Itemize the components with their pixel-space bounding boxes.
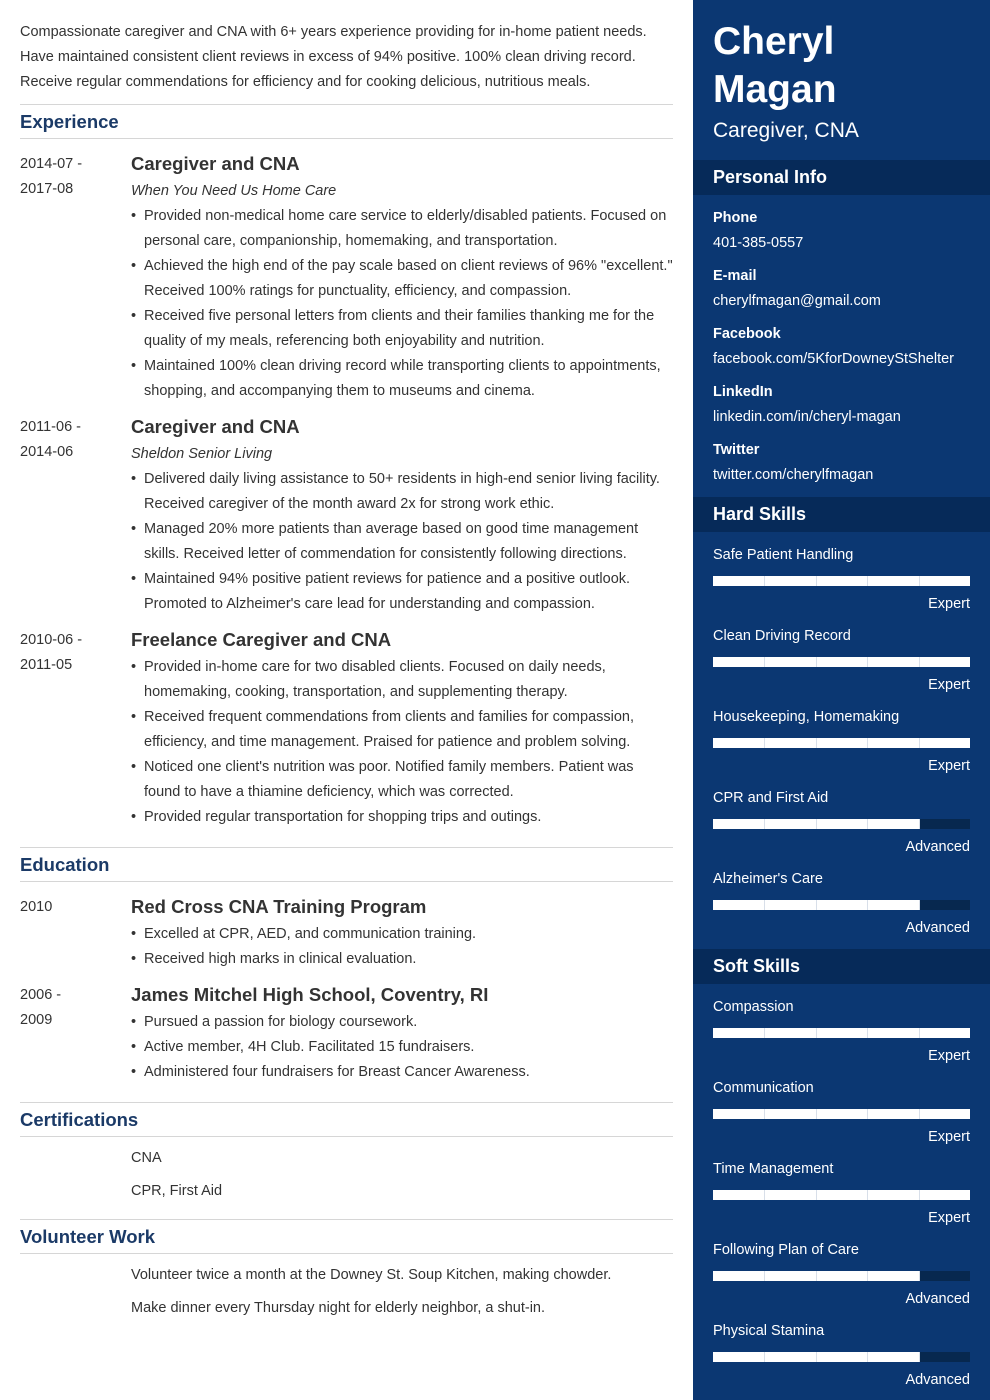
school-title: Red Cross CNA Training Program bbox=[131, 896, 427, 917]
bullet-item: • Administered four fundraisers for Breast Cancer Awareness. bbox=[131, 1060, 673, 1085]
date-end: 2011-05 bbox=[20, 657, 73, 673]
skill-meter-divider bbox=[816, 1028, 817, 1038]
bullet-list bbox=[131, 1010, 673, 1085]
volunteer-heading: Volunteer Work bbox=[20, 1219, 673, 1254]
skill-meter-divider bbox=[919, 819, 920, 829]
skill-level: Advanced bbox=[905, 839, 970, 855]
email-label: E-mail bbox=[713, 268, 757, 284]
skill-meter-divider bbox=[867, 900, 868, 910]
skill-name: Safe Patient Handling bbox=[713, 547, 854, 563]
skill-name: Time Management bbox=[713, 1161, 834, 1177]
hard-skills-heading: Hard Skills bbox=[693, 497, 990, 532]
skill-meter bbox=[713, 1028, 970, 1038]
education-list bbox=[20, 882, 673, 1093]
skill-meter-divider bbox=[764, 900, 765, 910]
skill-meter-divider bbox=[816, 1190, 817, 1200]
main-column bbox=[20, 20, 673, 1327]
skill-meter-divider bbox=[919, 1190, 920, 1200]
twitter-label: Twitter bbox=[713, 442, 760, 458]
bullet-item: • Provided regular transportation for shopping trips and outings. bbox=[131, 805, 673, 830]
job-title: Caregiver and CNA bbox=[131, 153, 300, 174]
experience-list bbox=[20, 139, 673, 838]
skill-level: Advanced bbox=[905, 1372, 970, 1388]
skill-meter-divider bbox=[919, 657, 920, 667]
skill-meter-divider bbox=[764, 1352, 765, 1362]
bullet-item: • Maintained 94% positive patient reviews for patience and a positive outlook. Promoted to Alzheimer's care lead for understanding and compassion. bbox=[131, 567, 673, 617]
skill-meter bbox=[713, 1109, 970, 1119]
soft-skills-heading: Soft Skills bbox=[693, 949, 990, 984]
skill-meter-divider bbox=[816, 819, 817, 829]
skill-name: Communication bbox=[713, 1080, 814, 1096]
skill-level: Advanced bbox=[905, 920, 970, 936]
education-heading: Education bbox=[20, 847, 673, 882]
skill-meter-divider bbox=[919, 900, 920, 910]
certification-item: CNA bbox=[131, 1150, 162, 1166]
skill-meter-divider bbox=[867, 657, 868, 667]
bullet-item: • Active member, 4H Club. Facilitated 15 fundraisers. bbox=[131, 1035, 673, 1060]
school-title: James Mitchel High School, Coventry, RI bbox=[131, 984, 489, 1005]
skill-meter-divider bbox=[764, 576, 765, 586]
skill-item bbox=[713, 626, 970, 695]
bullet-item: • Maintained 100% clean driving record while transporting clients to appointments, shopping, and accompanying them to museums and cinema. bbox=[131, 354, 673, 404]
skill-meter-divider bbox=[816, 1109, 817, 1119]
bullet-item: • Received five personal letters from clients and their families thanking me for the quality of my meals, referencing both enjoyability and nutrition. bbox=[131, 304, 673, 354]
twitter-value: twitter.com/cherylfmagan bbox=[713, 467, 874, 483]
date-start: 2014-07 - bbox=[20, 156, 83, 172]
date-range bbox=[20, 152, 120, 202]
linkedin-label: LinkedIn bbox=[713, 384, 773, 400]
skill-meter bbox=[713, 738, 970, 748]
company-name: Sheldon Senior Living bbox=[131, 446, 273, 462]
skill-meter-divider bbox=[919, 1352, 920, 1362]
skill-meter bbox=[713, 1271, 970, 1281]
skill-meter bbox=[713, 819, 970, 829]
skill-meter-fill bbox=[713, 1109, 970, 1119]
skill-meter-divider bbox=[867, 819, 868, 829]
bullet-list bbox=[131, 204, 673, 404]
bullet-item: • Delivered daily living assistance to 50+ residents in high-end senior living facility. Received caregiver of the month award 2x for strong work ethic. bbox=[131, 467, 673, 517]
bullet-list bbox=[131, 655, 673, 830]
personal-info-heading: Personal Info bbox=[693, 160, 990, 195]
skill-item bbox=[713, 707, 970, 776]
bullet-item: • Provided non-medical home care service to elderly/disabled patients. Focused on personal care, companionship, homemaking, and transportation. bbox=[131, 204, 673, 254]
certifications-heading: Certifications bbox=[20, 1102, 673, 1137]
bullet-item: • Received high marks in clinical evaluation. bbox=[131, 947, 673, 972]
skill-meter-divider bbox=[919, 576, 920, 586]
skill-meter bbox=[713, 576, 970, 586]
skill-meter-divider bbox=[867, 1190, 868, 1200]
name-first: Cheryl bbox=[713, 20, 835, 63]
skill-level: Expert bbox=[928, 677, 970, 693]
certifications-list bbox=[20, 1137, 673, 1210]
skill-meter-fill bbox=[713, 576, 970, 586]
skill-meter bbox=[713, 1352, 970, 1362]
skill-meter-divider bbox=[867, 1028, 868, 1038]
candidate-role: Caregiver, CNA bbox=[713, 119, 859, 142]
skill-name: Clean Driving Record bbox=[713, 628, 851, 644]
skill-meter-divider bbox=[816, 738, 817, 748]
skill-meter-divider bbox=[816, 1271, 817, 1281]
skill-meter-divider bbox=[867, 1352, 868, 1362]
skill-level: Expert bbox=[928, 1048, 970, 1064]
skill-meter-fill bbox=[713, 657, 970, 667]
volunteer-item: Make dinner every Thursday night for elderly neighbor, a shut-in. bbox=[131, 1300, 546, 1316]
skill-meter-divider bbox=[919, 1271, 920, 1281]
skill-item bbox=[713, 869, 970, 938]
bullet-list bbox=[131, 922, 673, 972]
bullet-item: • Received frequent commendations from clients and families for compassion, efficiency, and time management. Praised for patience and problem solving. bbox=[131, 705, 673, 755]
skill-meter-divider bbox=[919, 1109, 920, 1119]
company-name: When You Need Us Home Care bbox=[131, 183, 337, 199]
date-range bbox=[20, 895, 120, 920]
summary: Compassionate caregiver and CNA with 6+ years experience providing for in-home patient needs. Have maintained consistent client reviews in excess of 94% positive. 100% clean driving record. Receive regular commendations for efficiency and for cooking delicious, nutritious meals. bbox=[20, 24, 647, 90]
skill-item bbox=[713, 545, 970, 614]
linkedin-value: linkedin.com/in/cheryl-magan bbox=[713, 409, 901, 425]
skill-name: Physical Stamina bbox=[713, 1323, 825, 1339]
volunteer-list bbox=[20, 1254, 673, 1327]
skill-item bbox=[713, 1078, 970, 1147]
skill-meter-divider bbox=[764, 1271, 765, 1281]
skill-meter-fill bbox=[713, 738, 970, 748]
skill-item bbox=[713, 788, 970, 857]
skill-meter-divider bbox=[764, 819, 765, 829]
date-start: 2006 - bbox=[20, 987, 62, 1003]
skill-meter-fill bbox=[713, 1190, 970, 1200]
email-value: cherylfmagan@gmail.com bbox=[713, 293, 881, 309]
date-range bbox=[20, 628, 120, 678]
facebook-value: facebook.com/5KforDowneyStShelter bbox=[713, 351, 954, 367]
skill-item bbox=[713, 1321, 970, 1390]
skill-name: CPR and First Aid bbox=[713, 790, 829, 806]
skill-item bbox=[713, 1240, 970, 1309]
skill-meter-divider bbox=[867, 1271, 868, 1281]
skill-name: Following Plan of Care bbox=[713, 1242, 859, 1258]
job-title: Caregiver and CNA bbox=[131, 416, 300, 437]
bullet-item: • Provided in-home care for two disabled clients. Focused on daily needs, homemaking, cooking, transportation, and supplementing therapy. bbox=[131, 655, 673, 705]
skill-meter-divider bbox=[867, 738, 868, 748]
date-start: 2010 bbox=[20, 899, 53, 915]
bullet-item: • Noticed one client's nutrition was poor. Notified family members. Patient was found to have a thiamine deficiency, which was corrected. bbox=[131, 755, 673, 805]
skill-meter-divider bbox=[867, 576, 868, 586]
volunteer-item: Volunteer twice a month at the Downey St. Soup Kitchen, making chowder. bbox=[131, 1267, 612, 1283]
date-end: 2009 bbox=[20, 1012, 53, 1028]
skill-meter-divider bbox=[764, 657, 765, 667]
skill-name: Housekeeping, Homemaking bbox=[713, 709, 900, 725]
phone-label: Phone bbox=[713, 210, 758, 226]
experience-heading: Experience bbox=[20, 104, 673, 139]
job-title: Freelance Caregiver and CNA bbox=[131, 629, 392, 650]
skill-name: Compassion bbox=[713, 999, 794, 1015]
name-last: Magan bbox=[713, 68, 837, 111]
date-range bbox=[20, 415, 120, 465]
skill-meter-divider bbox=[764, 1028, 765, 1038]
experience-item bbox=[20, 151, 673, 404]
date-start: 2011-06 - bbox=[20, 419, 81, 435]
skill-meter bbox=[713, 900, 970, 910]
skill-meter-divider bbox=[816, 900, 817, 910]
bullet-item: • Excelled at CPR, AED, and communication training. bbox=[131, 922, 673, 947]
candidate-name bbox=[713, 18, 837, 114]
skill-meter bbox=[713, 1190, 970, 1200]
skill-meter-divider bbox=[816, 576, 817, 586]
skill-name: Alzheimer's Care bbox=[713, 871, 823, 887]
sidebar bbox=[693, 0, 990, 1400]
skill-meter-divider bbox=[816, 1352, 817, 1362]
education-item bbox=[20, 894, 673, 972]
experience-item bbox=[20, 414, 673, 617]
skill-item bbox=[713, 1159, 970, 1228]
skill-meter-divider bbox=[867, 1109, 868, 1119]
date-range bbox=[20, 983, 120, 1033]
skill-meter-divider bbox=[764, 738, 765, 748]
skill-meter-divider bbox=[816, 657, 817, 667]
bullet-list bbox=[131, 467, 673, 617]
date-end: 2014-06 bbox=[20, 444, 74, 460]
skill-item bbox=[713, 997, 970, 1066]
skill-meter-divider bbox=[919, 1028, 920, 1038]
skill-level: Advanced bbox=[905, 1291, 970, 1307]
skill-meter bbox=[713, 657, 970, 667]
skill-meter-fill bbox=[713, 1028, 970, 1038]
phone-value: 401-385-0557 bbox=[713, 235, 804, 251]
skill-level: Expert bbox=[928, 1129, 970, 1145]
experience-item bbox=[20, 627, 673, 830]
bullet-item: • Pursued a passion for biology coursework. bbox=[131, 1010, 673, 1035]
date-start: 2010-06 - bbox=[20, 632, 83, 648]
facebook-label: Facebook bbox=[713, 326, 781, 342]
skill-level: Expert bbox=[928, 596, 970, 612]
bullet-item: • Managed 20% more patients than average based on good time management skills. Received letter of commendation for consistently following directions. bbox=[131, 517, 673, 567]
skill-meter-divider bbox=[919, 738, 920, 748]
date-end: 2017-08 bbox=[20, 181, 74, 197]
skill-level: Expert bbox=[928, 1210, 970, 1226]
certification-item: CPR, First Aid bbox=[131, 1183, 223, 1199]
skill-level: Expert bbox=[928, 758, 970, 774]
skill-meter-divider bbox=[764, 1190, 765, 1200]
skill-meter-divider bbox=[764, 1109, 765, 1119]
bullet-item: • Achieved the high end of the pay scale based on client reviews of 96% "excellent." Received 100% ratings for punctuality, efficiency, and compassion. bbox=[131, 254, 673, 304]
education-item bbox=[20, 982, 673, 1085]
